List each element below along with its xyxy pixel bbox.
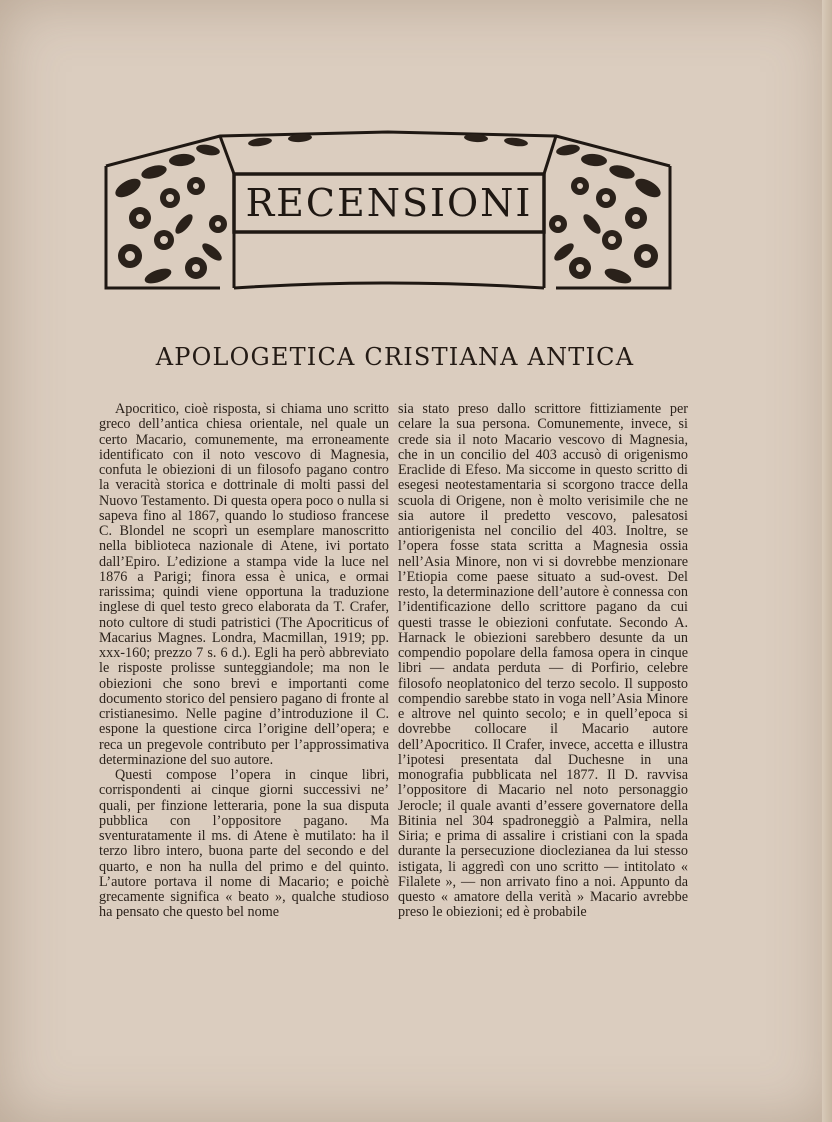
page-edge [822, 0, 832, 1122]
article-headline: APOLOGETICA CRISTIANA ANTICA [155, 343, 635, 371]
left-column [99, 402, 389, 921]
paragraph: Questi compose l’opera in cinque libri, corrispondenti ai cinque giorni successivi ne’ quali, per finzione letteraria, pone la sua disputa pubblica con l’oppositore pagano. Ma sventuratamente il ms. di Atene è mutilato: ha il terzo libro intero, buona parte del secondo e del quarto, e non ha nulla del primo e del quinto. L’autore portava il nome di Macario; e poichè grecamente significa « beato », qualche studioso ha pensato che questo bel nome [99, 767, 389, 921]
paragraph: Apocritico, cioè risposta, si chiama uno scritto greco dell’antica chiesa orientale, nel quale un certo Macario, comunemente, ma erroneamente identificato con il noto vescovo di Magnesia, confuta le obiezioni di un filosofo pagano contro la veracità storica e dottrinale di molti passi del Nuovo Testamento. Di questa opera poco o nulla si sapeva fino al 1867, quando lo studioso francese C. Blondel ne scoprì un esemplare manoscritto nella biblioteca nazionale di Atene, ivi portato dall’Epiro. L’edizione a stampa vide la luce nel 1876 a Parigi; finora essa è unica, e ormai rarissima; quindi viene opportuna la traduzione inglese di quel testo greco elaborata da T. Crafer, noto cultore di studi patristici (The Apocriticus of Macarius Magnes. Londra, Macmillan, 1919; pp. xxx-160; prezzo 7 s. 6 d.). Egli ha però abbreviato le risposte prolisse sunteggiandole; ma non le obiezioni che sono brevi e importanti come documento storico del pensiero pagano di fronte al cristianesimo. Nelle pagine d’introduzione il C. espone la questione circa l’origine dell’opera; e reca un pregevole contributo per l’approssimativa determinazione del suo autore. [99, 401, 389, 768]
paragraph: sia stato preso dallo scrittore fittiziamente per celare la sua persona. Comunemente, invece, si crede sia il noto Macario vescovo di Magnesia, che in un concilio del 403 accusò di origenismo Eraclide di Efeso. Ma siccome in questo scritto di esegesi neotestamentaria si scorgono tracce della scuola di Origene, non è molto verisimile che ne sia autore il predetto vescovo, palesatosi antiorigenista nel concilio del 403. Inoltre, se l’opera fosse stata scritta a Magnesia ossia nell’Asia Minore, non vi si dovrebbe menzionare l’Etiopia come paese situato a sud-ovest. Del resto, la determinazione dell’autore è connessa con l’identificazione dello scrittore pagano da cui questi trasse le obiezioni confutate. Secondo A. Harnack le obiezioni sarebbero desunte da un compendio popolare della famosa opera in cinque libri — andata perduta — di Porfirio, celebre filosofo neoplatonico del terzo secolo. Il supposto compendio sarebbe stato in voga nell’Asia Minore e altrove nel quinto secolo; e in quell’epoca si dovrebbe collocare il Macario autore dell’Apocritico. Il Crafer, invece, accetta e illustra l’ipotesi presentata dal Duchesne in una monografia pubblicata nel 1877. Il D. ravvisa l’oppositore di Macario nel noto personaggio Jerocle; il quale avanti d’essere governatore della Bitinia nel 304 spadroneggiò a Palmira, nella Siria; e prima di assalire i cristiani con la spada durante la persecuzione dioclezianea da lui stesso istigata, li aggredì con uno scritto — intitolato « Filalete », — non arrivato fino a noi. Appunto da questo « amatore della verità » Macario avrebbe preso le obiezioni; ed è probabile [398, 401, 688, 921]
right-column [398, 402, 688, 921]
section-title: RECENSIONI [245, 181, 533, 225]
section-banner [100, 128, 676, 293]
